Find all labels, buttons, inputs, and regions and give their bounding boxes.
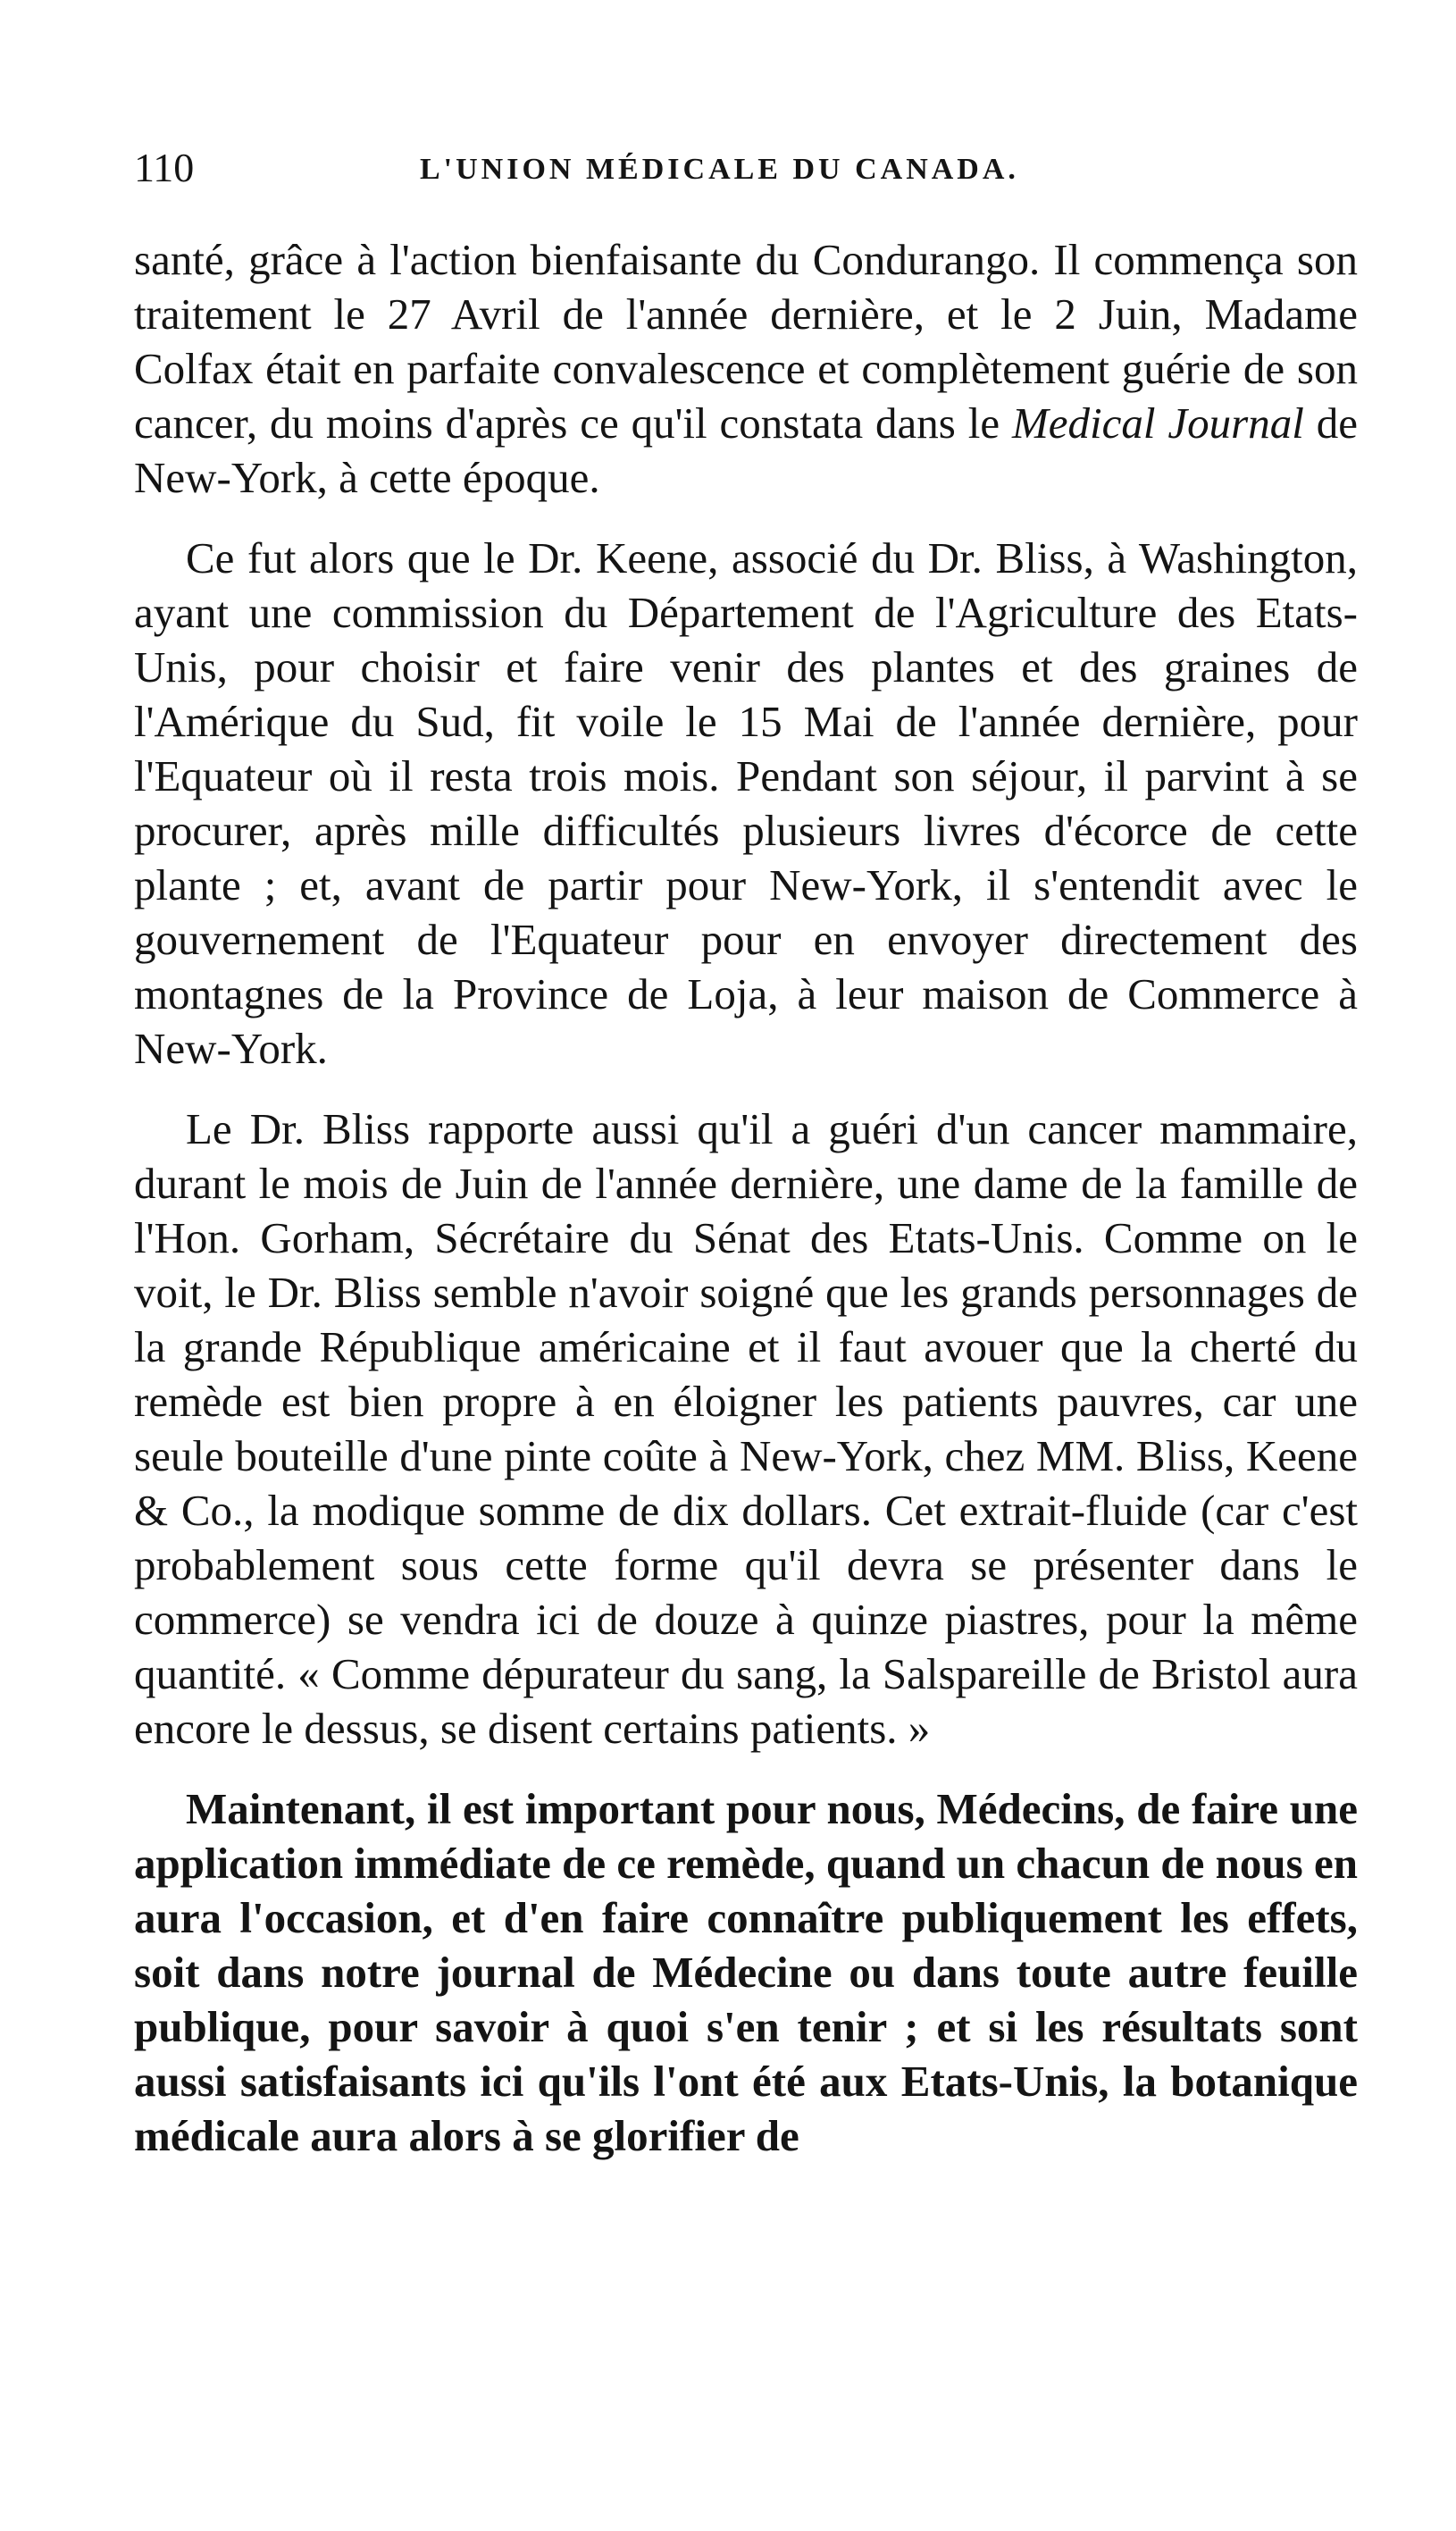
- book-page: [134, 134, 1358, 2163]
- paragraph-continuation: [134, 232, 1358, 505]
- page-number: 110: [134, 145, 195, 190]
- paragraph-text: de New-York, à cette époque.: [134, 398, 1358, 502]
- paragraph-keene-voyage: Ce fut alors que le Dr. Keene, associé du Dr. Bliss, à Washington, ayant une commission du Département de l'Agriculture des Etats-Unis, pour choisir et faire venir des plantes et des graines de l'Amérique du Sud, fit voile le 15 Mai de l'année dernière, pour l'Equateur où il resta trois mois. Pendant son séjour, il parvint à se procurer, après mille difficultés plusieurs livres d'écorce de cette plante ; et, avant de partir pour New-York, il s'entendit avec le gouvernement de l'Equateur pour en envoyer directement des montagnes de la Province de Loja, à leur maison de Commerce à New-York.: [134, 533, 1358, 1073]
- body-text: [134, 232, 1358, 2163]
- paragraph-text: santé, grâce à l'action bienfaisante du Condurango. Il commença son traitement le 27 Avril de l'année dernière, et le 2 Juin, Madame Colfax était en parfaite convalescence et complètement guérie de son cancer, du moins d'après ce qu'il constata dans le: [134, 235, 1358, 448]
- paragraph-call-to-action: Maintenant, il est important pour nous, Médecins, de faire une application immédiate de ce remède, quand un chacun de nous en aura l'occasion, et d'en faire connaître publiquement les effets, soit dans notre journal de Médecine ou dans toute autre feuille publique, pour savoir à quoi s'en tenir ; et si les résultats sont aussi satisfaisants ici qu'ils l'ont été aux Etats-Unis, la botanique médicale aura alors à se glorifier de: [134, 1784, 1358, 2160]
- paragraph-bliss-report: Le Dr. Bliss rapporte aussi qu'il a guéri d'un cancer mammaire, durant le mois de Juin de l'année dernière, une dame de la famille de l'Hon. Gorham, Sécrétaire du Sénat des Etats-Unis. Comme on le voit, le Dr. Bliss semble n'avoir soigné que les grands personnages de la grande République américaine et il faut avouer que la cherté du remède est bien propre à en éloigner les patients pauvres, car une seule bouteille d'une pinte coûte à New-York, chez MM. Bliss, Keene & Co., la modique somme de dix dollars. Cet extrait-fluide (car c'est probablement sous cette forme qu'il devra se présenter dans le commerce) se vendra ici de douze à quinze piastres, pour la même quantité. « Comme dépurateur du sang, la Salspareille de Bristol aura encore le dessus, se disent certains patients. »: [134, 1104, 1358, 1753]
- italic-title: Medical Journal: [1011, 398, 1304, 448]
- journal-title: L'UNION MÉDICALE DU CANADA.: [420, 153, 1019, 186]
- running-head: [134, 134, 1358, 197]
